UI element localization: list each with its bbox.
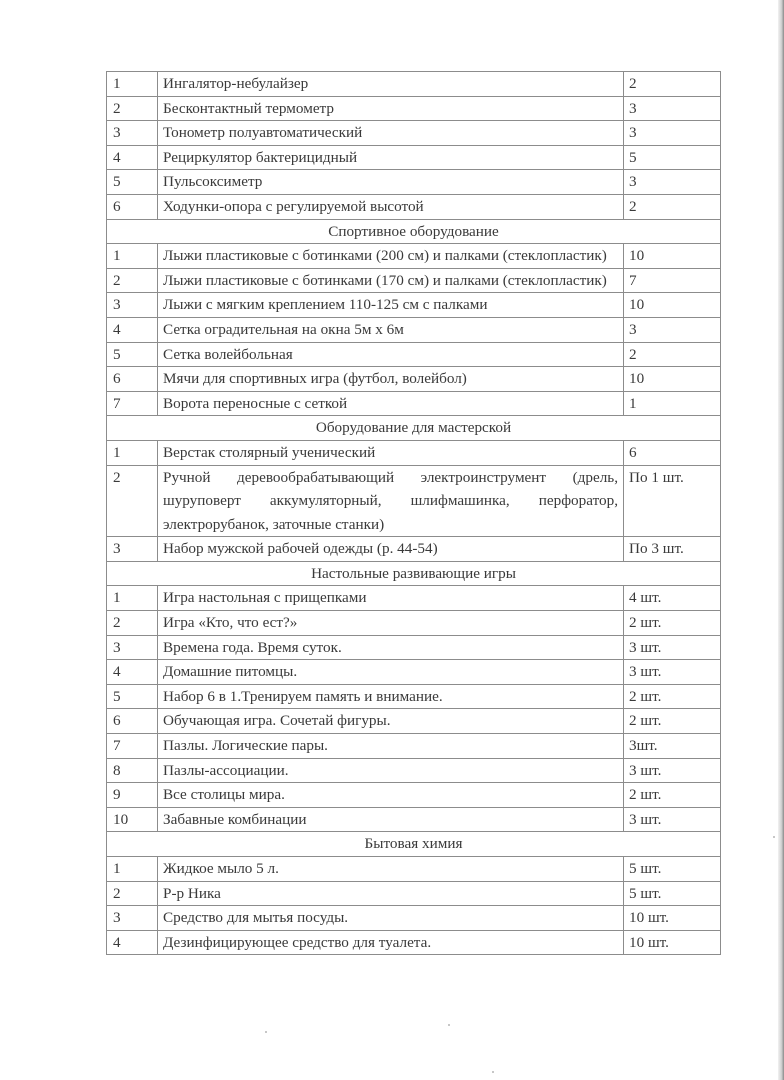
item-number: 7 (107, 391, 158, 416)
inventory-table (106, 71, 721, 955)
item-number: 1 (107, 857, 158, 882)
item-name: Рециркулятор бактерицидный (158, 145, 624, 170)
scan-speck (448, 1024, 450, 1026)
item-name: Бесконтактный термометр (158, 96, 624, 121)
item-row (107, 391, 721, 416)
item-row (107, 857, 721, 882)
item-name: Жидкое мыло 5 л. (158, 857, 624, 882)
item-name: Сетка волейбольная (158, 342, 624, 367)
item-row (107, 465, 721, 537)
item-number: 4 (107, 145, 158, 170)
item-quantity: 10 шт. (624, 906, 721, 931)
item-number: 5 (107, 342, 158, 367)
item-name: Пазлы-ассоциации. (158, 758, 624, 783)
item-name: Игра «Кто, что ест?» (158, 611, 624, 636)
scan-speck (773, 836, 775, 838)
section-title: Настольные развивающие игры (107, 561, 721, 586)
item-number: 5 (107, 170, 158, 195)
item-name: Набор 6 в 1.Тренируем память и внимание. (158, 684, 624, 709)
item-name: Ингалятор-небулайзер (158, 72, 624, 97)
item-quantity: 5 (624, 145, 721, 170)
item-quantity: 3 (624, 121, 721, 146)
item-quantity: 2 (624, 72, 721, 97)
item-number: 1 (107, 586, 158, 611)
item-row (107, 734, 721, 759)
item-number: 2 (107, 611, 158, 636)
item-quantity: 3 (624, 96, 721, 121)
item-quantity: 6 (624, 440, 721, 465)
item-name: Игра настольная с прищепками (158, 586, 624, 611)
item-row (107, 635, 721, 660)
item-number: 10 (107, 807, 158, 832)
item-name: Пазлы. Логические пары. (158, 734, 624, 759)
item-number: 5 (107, 684, 158, 709)
item-quantity: 10 (624, 293, 721, 318)
scan-speck (492, 1071, 494, 1073)
item-row (107, 367, 721, 392)
item-name: Времена года. Время суток. (158, 635, 624, 660)
item-name: Пульсоксиметр (158, 170, 624, 195)
item-quantity: 3 шт. (624, 635, 721, 660)
item-quantity: По 1 шт. (624, 465, 721, 537)
item-number: 1 (107, 72, 158, 97)
section-header-row (107, 416, 721, 441)
item-quantity: 2 шт. (624, 709, 721, 734)
item-name: Ручной деревообрабатывающий электроинструмент (дрель, шуруповерт аккумуляторный, шлифмашинка, перфоратор, электрорубанок, заточные станки) (158, 465, 624, 537)
item-row (107, 96, 721, 121)
item-row (107, 268, 721, 293)
item-quantity: 5 шт. (624, 857, 721, 882)
section-title: Спортивное оборудование (107, 219, 721, 244)
item-name: Р-р Ника (158, 881, 624, 906)
item-number: 7 (107, 734, 158, 759)
item-quantity: 2 шт. (624, 611, 721, 636)
item-number: 4 (107, 930, 158, 955)
item-name: Ходунки-опора с регулируемой высотой (158, 194, 624, 219)
item-number: 6 (107, 194, 158, 219)
item-name: Мячи для спортивных игра (футбол, волейбол) (158, 367, 624, 392)
item-number: 4 (107, 317, 158, 342)
item-number: 3 (107, 635, 158, 660)
item-row (107, 194, 721, 219)
item-row (107, 145, 721, 170)
item-row (107, 758, 721, 783)
item-quantity: 10 (624, 367, 721, 392)
item-quantity: 5 шт. (624, 881, 721, 906)
item-row (107, 121, 721, 146)
item-quantity: 2 (624, 342, 721, 367)
item-number: 3 (107, 537, 158, 562)
item-row (107, 709, 721, 734)
item-quantity: 10 (624, 244, 721, 269)
item-name: Лыжи пластиковые с ботинками (200 см) и палками (стеклопластик) (158, 244, 624, 269)
item-quantity: 3шт. (624, 734, 721, 759)
item-name: Обучающая игра. Сочетай фигуры. (158, 709, 624, 734)
item-row (107, 611, 721, 636)
section-title: Бытовая химия (107, 832, 721, 857)
item-number: 6 (107, 367, 158, 392)
section-title: Оборудование для мастерской (107, 416, 721, 441)
item-row (107, 537, 721, 562)
item-number: 3 (107, 906, 158, 931)
inventory-table-body (107, 72, 721, 955)
item-number: 3 (107, 121, 158, 146)
item-row (107, 783, 721, 808)
item-quantity: По 3 шт. (624, 537, 721, 562)
item-name: Набор мужской рабочей одежды (р. 44-54) (158, 537, 624, 562)
item-row (107, 586, 721, 611)
item-quantity: 1 (624, 391, 721, 416)
item-number: 2 (107, 96, 158, 121)
item-name: Все столицы мира. (158, 783, 624, 808)
item-quantity: 10 шт. (624, 930, 721, 955)
item-row (107, 684, 721, 709)
item-row (107, 807, 721, 832)
item-name: Забавные комбинации (158, 807, 624, 832)
item-row (107, 906, 721, 931)
item-number: 9 (107, 783, 158, 808)
item-name: Тонометр полуавтоматический (158, 121, 624, 146)
item-row (107, 342, 721, 367)
item-number: 2 (107, 881, 158, 906)
scan-page-edge (778, 0, 784, 1080)
section-header-row (107, 561, 721, 586)
item-name: Сетка оградительная на окна 5м х 6м (158, 317, 624, 342)
item-row (107, 660, 721, 685)
item-quantity: 2 шт. (624, 684, 721, 709)
item-quantity: 7 (624, 268, 721, 293)
item-quantity: 3 шт. (624, 758, 721, 783)
item-name: Верстак столярный ученический (158, 440, 624, 465)
item-row (107, 930, 721, 955)
item-row (107, 170, 721, 195)
item-quantity: 3 шт. (624, 660, 721, 685)
item-row (107, 293, 721, 318)
item-name: Лыжи пластиковые с ботинками (170 см) и палками (стеклопластик) (158, 268, 624, 293)
section-header-row (107, 832, 721, 857)
item-number: 3 (107, 293, 158, 318)
scan-speck (265, 1031, 267, 1033)
item-name: Ворота переносные с сеткой (158, 391, 624, 416)
item-row (107, 440, 721, 465)
item-number: 1 (107, 440, 158, 465)
item-name: Домашние питомцы. (158, 660, 624, 685)
item-name: Дезинфицирующее средство для туалета. (158, 930, 624, 955)
item-name: Средство для мытья посуды. (158, 906, 624, 931)
item-row (107, 72, 721, 97)
item-quantity: 2 шт. (624, 783, 721, 808)
item-number: 8 (107, 758, 158, 783)
item-quantity: 3 (624, 317, 721, 342)
item-number: 6 (107, 709, 158, 734)
item-number: 2 (107, 268, 158, 293)
item-quantity: 3 (624, 170, 721, 195)
item-row (107, 244, 721, 269)
item-row (107, 317, 721, 342)
item-name: Лыжи с мягким креплением 110-125 см с палками (158, 293, 624, 318)
item-quantity: 2 (624, 194, 721, 219)
item-number: 1 (107, 244, 158, 269)
item-quantity: 3 шт. (624, 807, 721, 832)
section-header-row (107, 219, 721, 244)
item-number: 2 (107, 465, 158, 537)
item-row (107, 881, 721, 906)
item-number: 4 (107, 660, 158, 685)
item-quantity: 4 шт. (624, 586, 721, 611)
